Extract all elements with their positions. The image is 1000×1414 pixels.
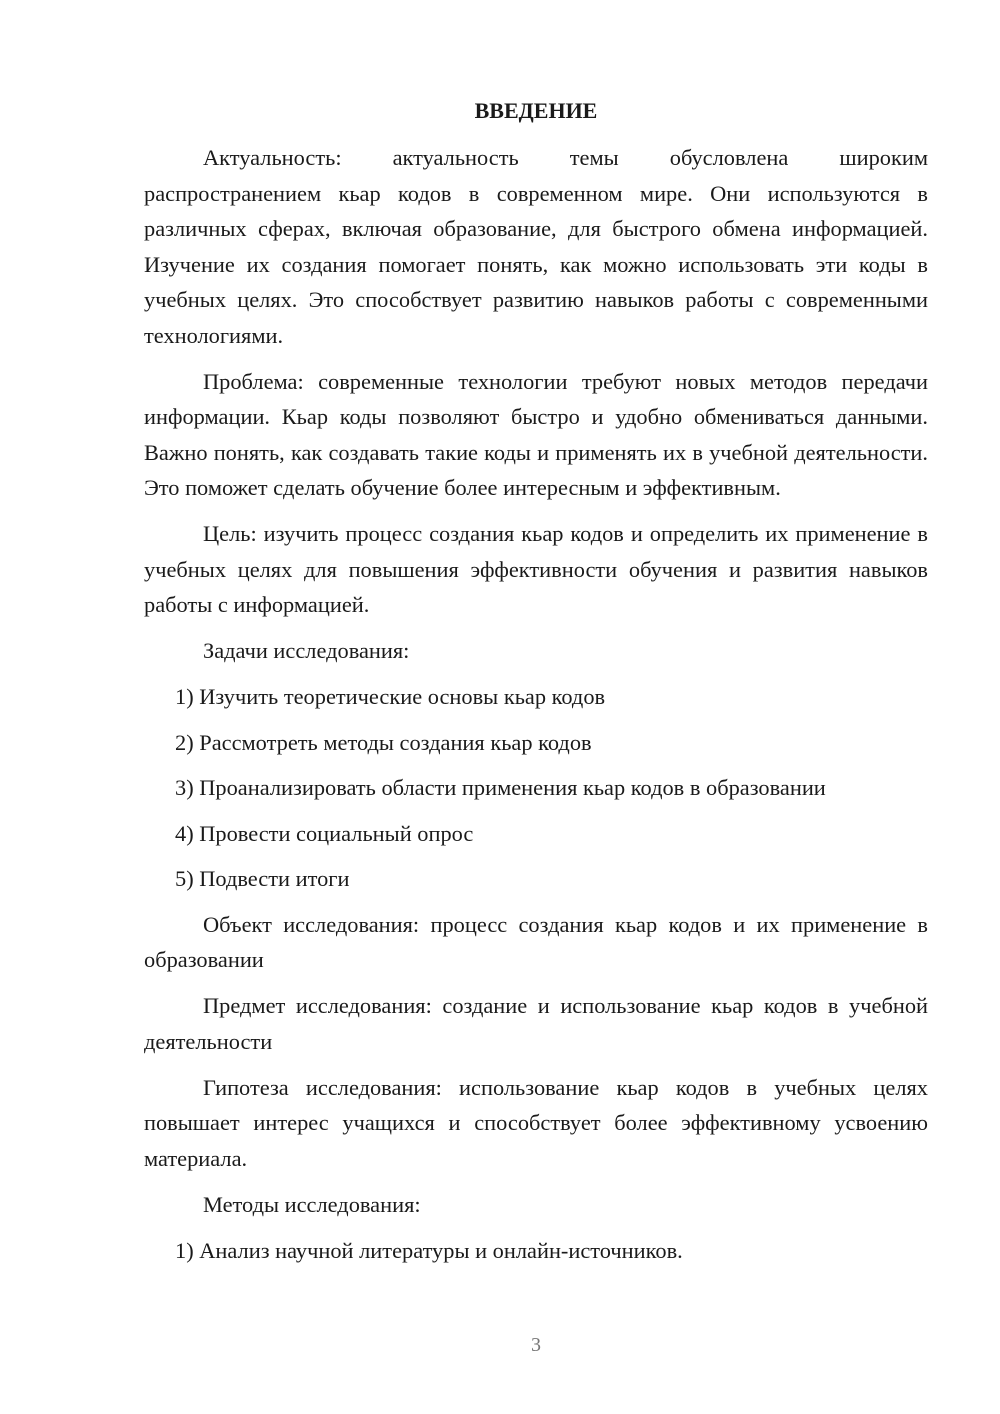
subject-paragraph: Предмет исследования: создание и использование кьар кодов в учебной деятельности [144,993,928,1054]
tasks-title: Задачи исследования: [203,638,410,663]
body-text [144,140,928,1278]
page-number: 3 [531,1334,541,1356]
task-item: 5) Подвести итоги [175,866,350,891]
section-heading: ВВЕДЕНИЕ [474,98,598,123]
relevance-paragraph: Актуальность: актуальность темы обусловлена широким распространением кьар кодов в современном мире. Они используются в различных сферах, включая образование, для быстрого обмена информацией. Изучение их создания помогает понять, как можно использовать эти коды в учебных целях. Это способствует развитию навыков работы с современными технологиями. [144,145,928,348]
task-item: 4) Провести социальный опрос [175,820,474,846]
task-item: 2) Рассмотреть методы создания кьар кодов [175,729,592,755]
hypothesis-paragraph: Гипотеза исследования: использование кьар кодов в учебных целях повышает интерес учащихся и способствует более эффективному усвоению материала. [144,1074,928,1171]
method-item: 1) Анализ научной литературы и онлайн-источников. [175,1237,683,1263]
object-paragraph: Объект исследования: процесс создания кьар кодов и их применение в образовании [144,911,928,972]
methods-title: Методы исследования: [203,1191,421,1217]
goal-paragraph: Цель: изучить процесс создания кьар кодов и определить их применение в учебных целях для повышения эффективности обучения и развития навыков работы с информацией. [144,521,928,617]
problem-paragraph: Проблема: современные технологии требуют новых методов передачи информации. Кьар коды позволяют быстро и удобно обмениваться данными. Важно понять, как создавать такие коды и применять их в учебной деятельности. Это поможет сделать обучение более интересным и эффективным. [144,368,928,500]
task-item: 1) Изучить теоретические основы кьар кодов [175,684,606,709]
task-item: 3) Проанализировать области применения кьар кодов в образовании [175,775,826,800]
